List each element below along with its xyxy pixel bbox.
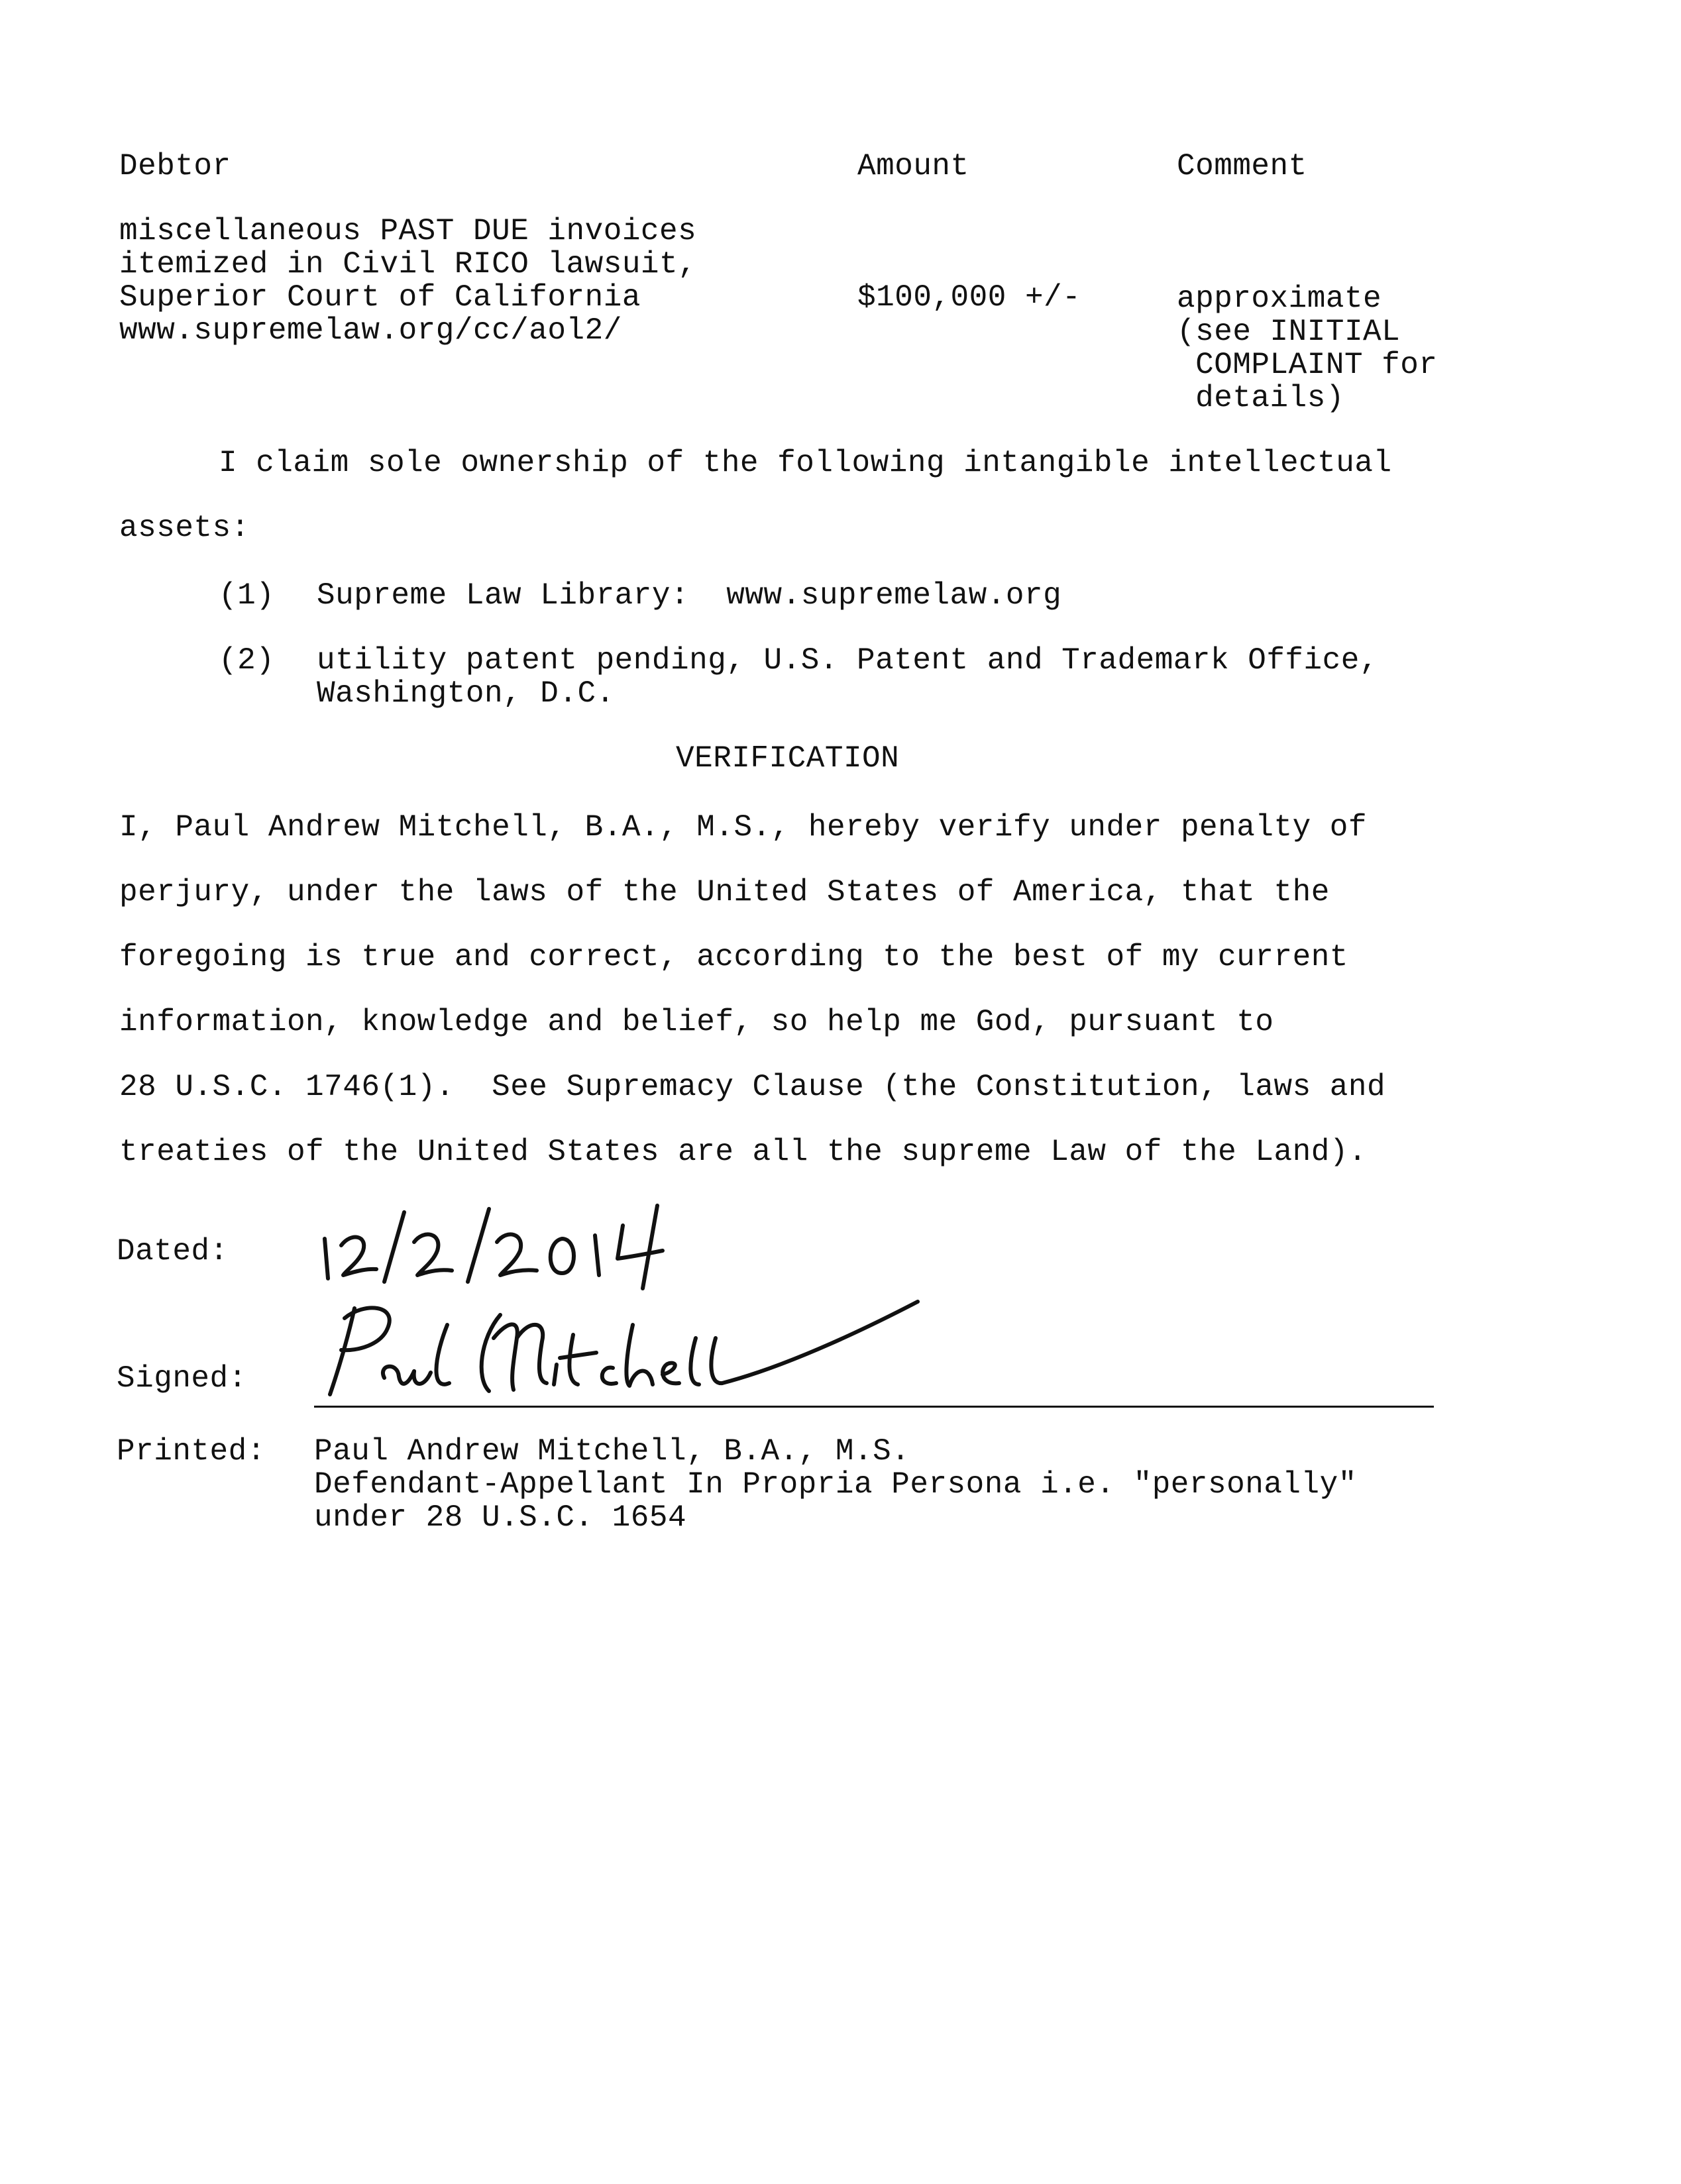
asset-text: Supreme Law Library: www.supremelaw.org: [317, 578, 1062, 613]
printed-name: Paul Andrew Mitchell, B.A., M.S.: [314, 1434, 910, 1469]
printed-role: Defendant-Appellant In Propria Persona i.e. "personally": [314, 1467, 1357, 1502]
comment-line: details): [1177, 381, 1344, 415]
asset-text: Washington, D.C.: [317, 676, 615, 711]
signature: [318, 1298, 928, 1411]
asset-text: utility patent pending, U.S. Patent and Trademark Office,: [317, 643, 1378, 678]
verification-heading: VERIFICATION: [676, 741, 900, 776]
claim-text: I claim sole ownership of the following intangible intellectual: [219, 446, 1392, 480]
printed-statute: under 28 U.S.C. 1654: [314, 1500, 687, 1535]
dated-label: Dated:: [117, 1234, 229, 1269]
comment-line: (see INITIAL: [1177, 315, 1401, 349]
debtor-line: Superior Court of California: [119, 280, 641, 315]
header-comment: Comment: [1177, 149, 1307, 183]
asset-number: (1): [219, 578, 275, 613]
header-debtor: Debtor: [119, 149, 231, 183]
asset-number: (2): [219, 643, 275, 678]
comment-line: COMPLAINT for: [1177, 348, 1438, 382]
handwritten-date: [311, 1192, 735, 1292]
header-amount: Amount: [857, 149, 969, 183]
comment-line: approximate: [1177, 282, 1382, 316]
verification-line: 28 U.S.C. 1746(1). See Supremacy Clause (the Constitution, laws and: [119, 1070, 1386, 1104]
verification-line: information, knowledge and belief, so help me God, pursuant to: [119, 1005, 1274, 1039]
verification-line: foregoing is true and correct, according to the best of my current: [119, 940, 1348, 974]
signed-label: Signed:: [117, 1361, 247, 1396]
verification-line: treaties of the United States are all the supreme Law of the Land).: [119, 1135, 1368, 1169]
claim-text: assets:: [119, 511, 250, 545]
debtor-line: miscellaneous PAST DUE invoices: [119, 214, 697, 248]
debtor-line: itemized in Civil RICO lawsuit,: [119, 247, 697, 282]
signature-line: [314, 1406, 1434, 1408]
verification-line: I, Paul Andrew Mitchell, B.A., M.S., hereby verify under penalty of: [119, 810, 1368, 845]
debtor-url: www.supremelaw.org/cc/aol2/: [119, 313, 622, 348]
printed-label: Printed:: [117, 1434, 266, 1469]
verification-line: perjury, under the laws of the United States of America, that the: [119, 875, 1330, 910]
amount-value: $100,000 +/-: [857, 280, 1081, 315]
